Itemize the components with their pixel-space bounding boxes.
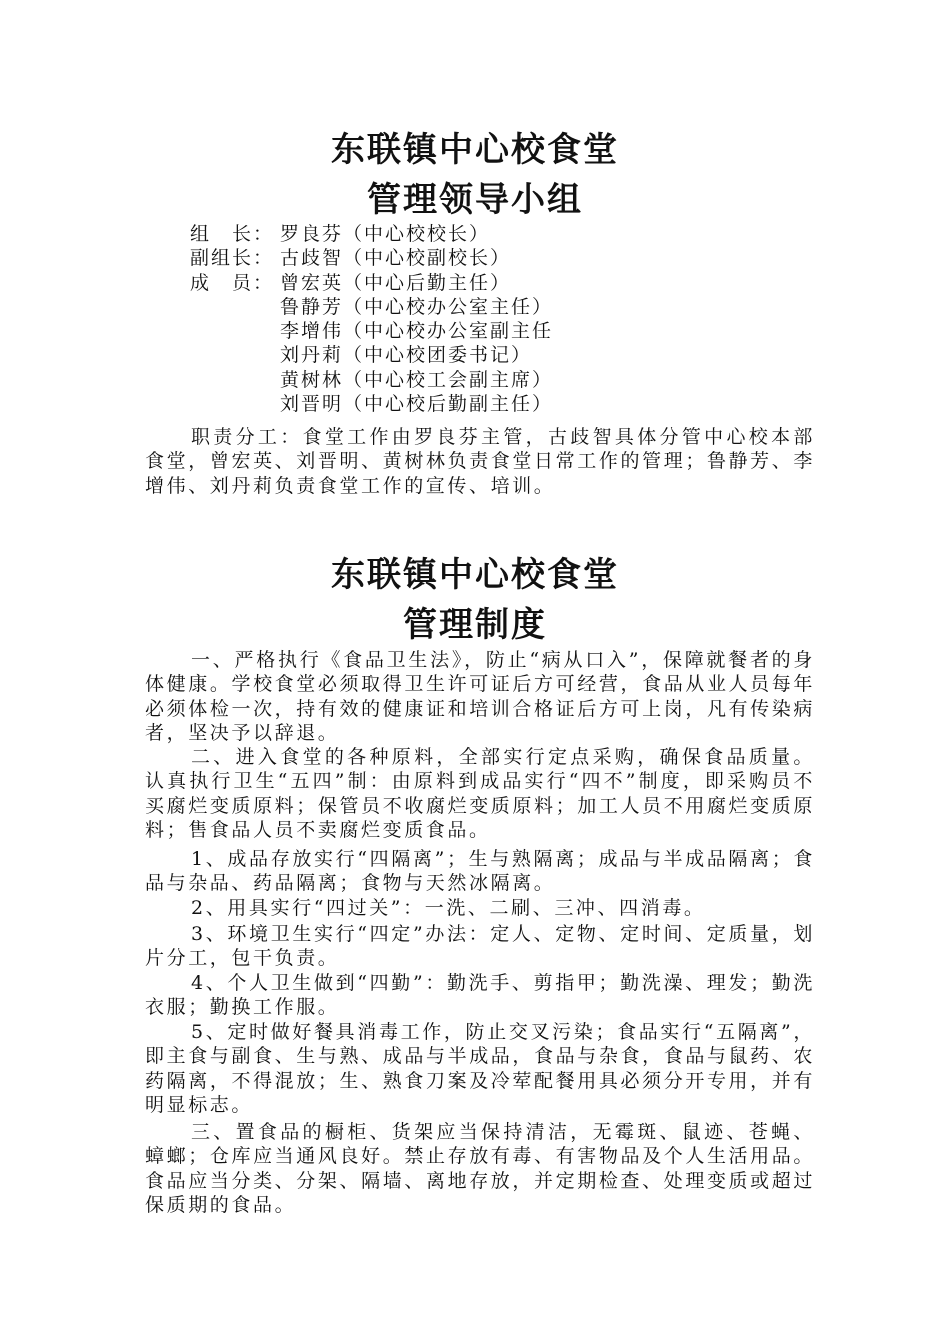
member-role [190,319,280,343]
section2-title-line1: 东联镇中心校食堂 [331,555,619,595]
leadership-member-list [190,222,790,416]
rule-paragraph-4: 2、用具实行“四过关”：一洗、二刷、三冲、四消毒。 [191,897,706,919]
rule-paragraph-1: 一、严格执行《食品卫生法》，防止“病从口入”，保障就餐者的身体健康。学校食堂必须取得卫生许可证后方可经营，食品从业人员每年必须体检一次，持有效的健康证和培训合格证后方可上岗，凡有传染病者，坚决予以辞退。 [145,649,815,744]
duty-paragraph: 职责分工：食堂工作由罗良芬主管，古歧智具体分管中心校本部食堂，曾宏英、刘晋明、黄树林负责食堂日常工作的管理；鲁静芳、李增伟、刘丹莉负责食堂工作的宣传、培训。 [145,426,815,497]
member-name: 罗良芬（中心校校长） [280,223,491,245]
rule-paragraph-6: 4、个人卫生做到“四勤”：勤洗手、剪指甲；勤洗澡、理发；勤洗衣服；勤换工作服。 [145,972,815,1019]
member-role [190,343,280,367]
member-name: 曾宏英（中心后勤主任） [280,271,512,294]
member-role [190,368,280,392]
rule-paragraph-3: 1、成品存放实行“四隔离”；生与熟隔离；成品与半成品隔离；食品与杂品、药品隔离；食物与天然冰隔离。 [145,848,815,895]
member-role: 副组长： [190,247,275,270]
member-row [190,343,790,367]
member-row [190,271,790,295]
rule-paragraph-7: 5、定时做好餐具消毒工作，防止交叉污染；食品实行“五隔离”，即主食与副食、生与熟、成品与半成品，食品与杂食，食品与鼠药、农药隔离，不得混放；生、熟食刀案及冷荤配餐用具必须分开专用，并有明显标志。 [145,1021,815,1116]
member-name: 刘晋明（中心校后勤副主任） [280,393,554,416]
rule-paragraph-5: 3、环境卫生实行“四定”办法：定人、定物、定时间、定质量，划片分工，包干负责。 [145,923,815,970]
member-name: 刘丹莉（中心校团委书记） [280,344,533,367]
member-row [190,246,790,270]
section2-title-line2: 管理制度 [403,605,547,645]
member-name: 古歧智（中心校副校长） [280,247,512,270]
member-row [190,295,790,319]
member-row [190,222,790,246]
member-name: 李增伟（中心校办公室副主任 [280,320,554,343]
rule-paragraph-8: 三、置食品的橱柜、货架应当保持清洁，无霉斑、鼠迹、苍蝇、蟑螂；仓库应当通风良好。禁止存放有毒、有害物品及个人生活用品。食品应当分类、分架、隔墙、离地存放，并定期检查、处理变质或超过保质期的食品。 [145,1121,815,1216]
member-row [190,319,790,343]
section1-title-line1: 东联镇中心校食堂 [331,130,619,170]
member-row [190,392,790,416]
member-role: 成 员： [190,271,275,294]
member-role [190,295,280,319]
member-role [190,392,280,416]
section1-title-line2: 管理领导小组 [367,180,583,220]
member-name: 鲁静芳（中心校办公室主任） [280,295,554,318]
rule-paragraph-2: 二、进入食堂的各种原料，全部实行定点采购，确保食品质量。认真执行卫生“五四”制：由原料到成品实行“四不”制度，即采购员不买腐烂变质原料；保管员不收腐烂变质原料；加工人员不用腐烂变质原料；售食品人员不卖腐烂变质食品。 [145,746,815,841]
member-name: 黄树林（中心校工会副主席） [280,368,554,391]
member-row [190,368,790,392]
member-role: 组 长： [190,223,275,245]
